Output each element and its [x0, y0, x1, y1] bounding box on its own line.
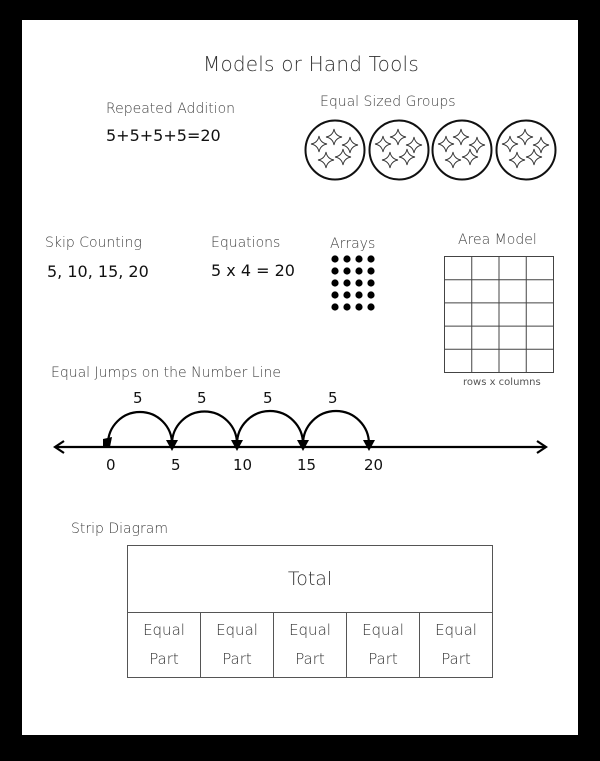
tick-label-10: 10	[233, 456, 253, 474]
strip-part-2-line2: Part	[222, 649, 252, 668]
jump-label-3: 5	[263, 389, 273, 407]
strip-part-5-line2: Part	[441, 649, 471, 668]
equal-groups-label: Equal Sized Groups	[320, 94, 456, 110]
strip-part-3-line2: Part	[295, 649, 325, 668]
strip-part-4-line1: Equal	[362, 620, 404, 639]
jump-label-1: 5	[133, 389, 143, 407]
arrays-label: Arrays	[330, 236, 376, 252]
skip-counting-value: 5, 10, 15, 20	[47, 262, 149, 281]
strip-parts-row	[128, 612, 492, 677]
repeated-addition-label: Repeated Addition	[106, 101, 236, 117]
area-model-label: Area Model	[458, 232, 537, 248]
strip-part-1-line2: Part	[149, 649, 179, 668]
strip-part-4	[347, 612, 420, 677]
strip-diagram-label: Strip Diagram	[71, 521, 168, 537]
jump-label-4: 5	[328, 389, 338, 407]
equations-label: Equations	[211, 235, 281, 251]
strip-part-4-line2: Part	[368, 649, 398, 668]
strip-total: Total	[128, 546, 492, 613]
strip-part-3	[274, 612, 347, 677]
area-model-caption: rows x columns	[463, 377, 541, 388]
tick-label-5: 5	[171, 456, 181, 474]
strip-part-5	[420, 612, 492, 677]
tick-label-20: 20	[364, 456, 384, 474]
strip-part-1	[128, 612, 201, 677]
repeated-addition-value: 5+5+5+5=20	[106, 126, 221, 145]
skip-counting-label: Skip Counting	[45, 235, 142, 251]
number-line-label: Equal Jumps on the Number Line	[51, 365, 281, 381]
equations-value: 5 x 4 = 20	[211, 261, 295, 280]
tick-label-15: 15	[297, 456, 317, 474]
jump-label-2: 5	[197, 389, 207, 407]
strip-diagram	[127, 545, 493, 678]
tick-label-0: 0	[106, 456, 116, 474]
strip-part-2	[201, 612, 274, 677]
strip-part-5-line1: Equal	[435, 620, 477, 639]
strip-part-2-line1: Equal	[216, 620, 258, 639]
page-title: Models or Hand Tools	[203, 52, 419, 76]
strip-part-3-line1: Equal	[289, 620, 331, 639]
strip-part-1-line1: Equal	[143, 620, 185, 639]
